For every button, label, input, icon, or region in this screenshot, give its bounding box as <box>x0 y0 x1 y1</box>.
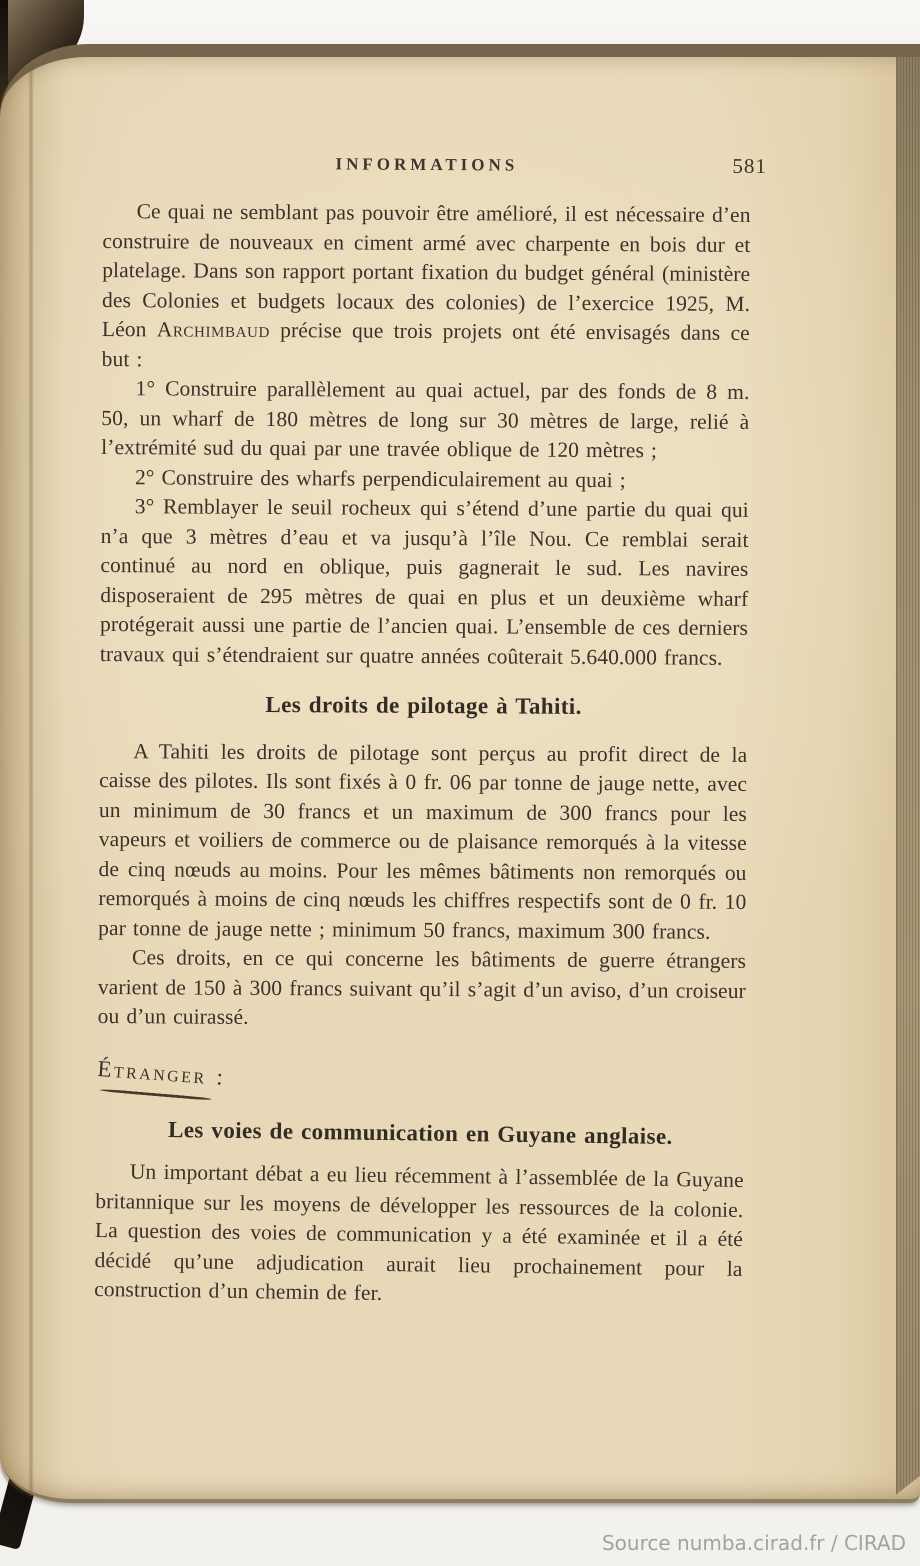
spine-shadow <box>0 57 64 1499</box>
person-name-archimbaud: Archimbaud <box>156 317 271 343</box>
book-page <box>0 44 920 1503</box>
page-number: 581 <box>732 153 767 179</box>
page-text-area <box>94 147 767 1308</box>
source-credit-bar <box>0 1520 920 1566</box>
paragraph-pilotage-2: Ces droits, en ce qui concerne les bâtiments de guerre étrangers varient de 150 à 300 francs suivant qu’il s’agit d’un aviso, d’un croiseur ou d’un cuirassé. <box>97 945 747 1029</box>
etranger-label-text: Étranger : <box>96 1055 227 1090</box>
lower-section <box>94 1053 745 1313</box>
label-etranger <box>96 1054 227 1100</box>
source-credit: Source numba.cirad.fr / CIRAD <box>601 1531 906 1555</box>
list-item-3: 3° Remblayer le seuil rocheux qui s’étend d’une partie du quai qui n’a que 3 mètres d’eau et va jusqu’à l’île Nou. Ce remblai serait continué au nord en oblique, puis gagnerait le sud. Les navires disposeraient de 295 mètres de quai en plus et un deuxième wharf protégerait aussi une partie de l’ancien quai. L’ensemble de ces derniers travaux qui s’étendraient sur quatre années coûterait 5.640.000 francs. <box>99 494 749 670</box>
paragraph-text-before: Ce quai ne semblant pas pouvoir être amélioré, il est nécessaire d’en construire de nouveaux en ciment armé avec charpente en bois dur et platelage. Dans son rapport portant fixation du budget général (ministère des Colonies et budgets locaux des colonies) de l’exercice 1925, M. Léon <box>101 199 751 342</box>
page-header <box>103 147 767 179</box>
flourish-underline <box>100 1087 212 1099</box>
paragraph-text-after: précise que trois projets ont été envisagés dans ce but : <box>101 318 750 371</box>
list-item-2: 2° Construire des wharfs perpendiculairement au quai ; <box>134 464 626 492</box>
section-heading-pilotage: Les droits de pilotage à Tahiti. <box>265 692 582 719</box>
section-heading-guyane: Les voies de communication en Guyane anglaise. <box>167 1115 673 1149</box>
paragraph-quai-intro <box>102 197 751 378</box>
page-fore-edge <box>896 57 920 1499</box>
list-item-1: 1° Construire parallèlement au quai actuel, par des fonds de 8 m. 50, un wharf de 180 mètres de long sur 30 mètres de large, relié à l’extrémité sud du quai par une travée oblique de 120 mètres ; <box>101 376 750 463</box>
running-title: INFORMATIONS <box>335 154 519 175</box>
paragraph-guyane-1: Un important débat a eu lieu récemment à l’assemblée de la Guyane britannique sur les moyens de développer les ressources de la colonie. La question des voies de communication y a été examinée et il a été décidé qu’une adjudication aurait lieu prochainement pour la construction d’un chemin de fer. <box>94 1158 744 1305</box>
paragraph-pilotage-1: A Tahiti les droits de pilotage sont perçus au profit direct de la caisse des pilotes. Ils sont fixés à 0 fr. 06 par tonne de jauge nette, avec un minimum de 30 francs et un maximum de 300 francs pour les vapeurs et voiliers de commerce ou de plaisance remorqués à la vitesse de cinq nœuds au moins. Pour les mêmes bâtiments non remorqués ou remorqués à moins de cinq nœuds les chiffres respectifs sont de 0 fr. 10 par tonne de jauge nette ; minimum 50 francs, maximum 300 francs. <box>98 738 748 944</box>
